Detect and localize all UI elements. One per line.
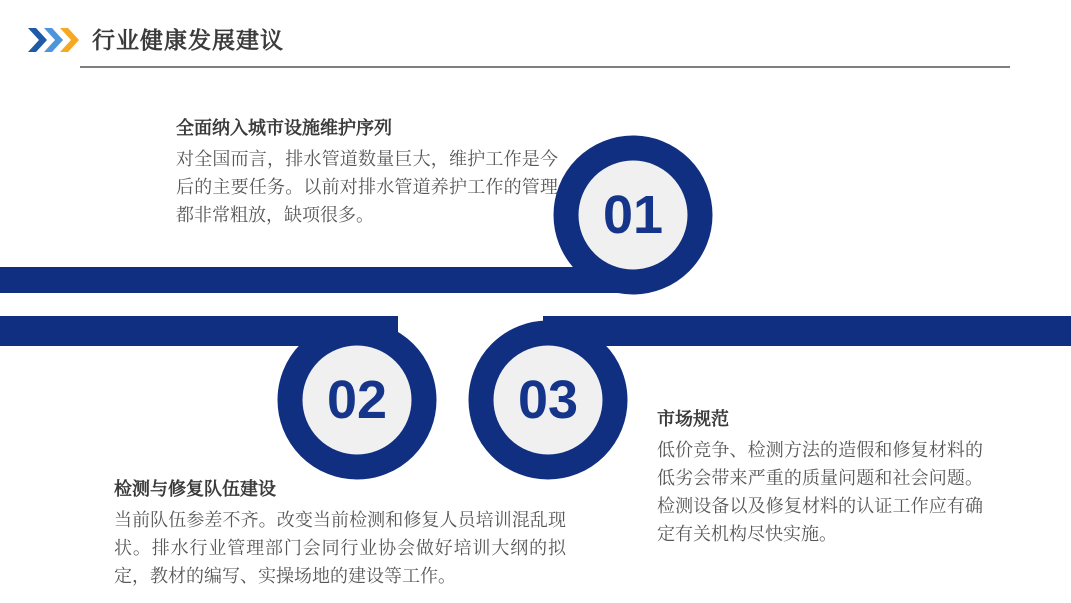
triple-chevron-icon xyxy=(28,27,80,53)
step-text-block-03 xyxy=(657,407,983,548)
step-number-02: 02 xyxy=(326,370,388,430)
step-title-01: 全面纳入城市设施维护序列 xyxy=(176,118,392,138)
step-number-03: 03 xyxy=(517,370,579,430)
step-body-03: 低价竞争、检测方法的造假和修复材料的低劣会带来严重的质量问题和社会问题。检测设备以及修复材料的认证工作应有确定有关机构尽快实施。 xyxy=(657,440,983,544)
step-number-01: 01 xyxy=(602,185,664,245)
step-body-02: 当前队伍参差不齐。改变当前检测和修复人员培训混乱现状。排水行业管理部门会同行业协会做好培训大纲的拟定，教材的编写、实操场地的建设等工作。 xyxy=(114,510,566,586)
step-title-02: 检测与修复队伍建设 xyxy=(114,479,276,499)
slide-title: 行业健康发展建议 xyxy=(92,27,284,53)
step-title-03: 市场规范 xyxy=(657,409,729,429)
step-text-block-01 xyxy=(176,116,558,229)
header-divider-line xyxy=(80,66,1010,68)
step-body-01: 对全国而言，排水管道数量巨大，维护工作是今后的主要任务。以前对排水管道养护工作的管理都非常粗放，缺项很多。 xyxy=(176,149,558,225)
slide-header xyxy=(28,26,284,54)
chevron-dark-blue xyxy=(28,28,47,52)
step-text-block-02 xyxy=(114,477,566,590)
